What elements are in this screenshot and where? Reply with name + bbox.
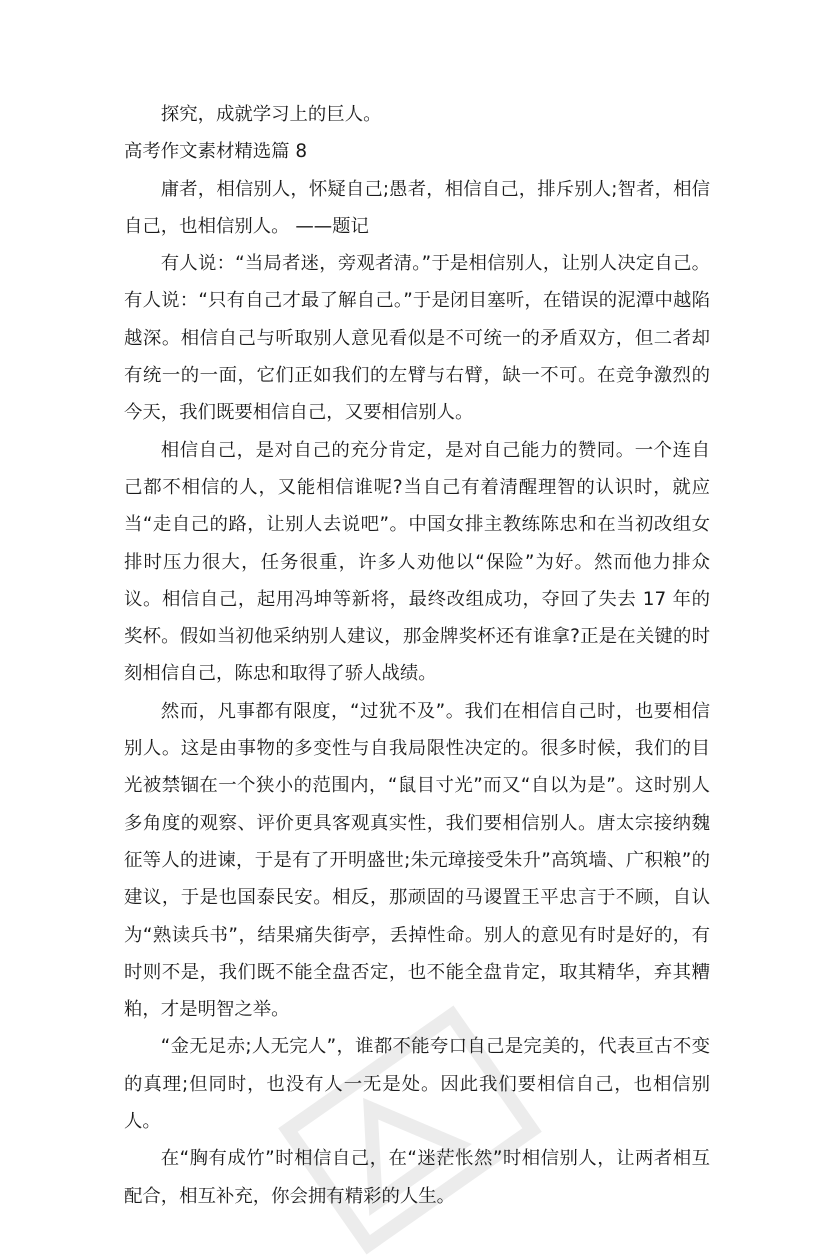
paragraph: 庸者，相信别人，怀疑自己;愚者，相信自己，排斥别人;智者，相信自己，也相信别人。 ——题记 <box>124 178 710 237</box>
paragraph: 相信自己，是对自己的充分肯定，是对自己能力的赞同。一个连自己都不相信的人，又能相信谁呢?当自己有着清醒理智的认识时，就应当“走自己的路，让别人去说吧”。中国女排主教练陈忠和在当初改组女排时压力很大，任务很重，许多人劝他以“保险”为好。然而他力排众议。相信自己，起用冯坤等新将，最终改组成功，夺回了失去 17 年的奖杯。假如当初他采纳别人建议，那金牌奖杯还有谁拿?正是在关键的时刻相信自己，陈忠和取得了骄人战绩。 <box>124 439 710 685</box>
paragraph: 在“胸有成竹”时相信自己，在“迷茫怅然”时相信别人，让两者相互配合，相互补充，你会拥有精彩的人生。 <box>124 1148 710 1207</box>
paragraph: 有人说：“当局者迷，旁观者清。”于是相信别人，让别人决定自己。有人说：“只有自己才最了解自己。”于是闭目塞听，在错误的泥潭中越陷越深。相信自己与听取别人意见看似是不可统一的矛盾双方，但二者却有统一的一面，它们正如我们的左臂与右臂，缺一不可。在竞争激烈的今天，我们既要相信自己，又要相信别人。 <box>124 253 710 424</box>
section-title: 高考作文素材精选篇 8 <box>124 141 308 163</box>
paragraph: 探究，成就学习上的巨人。 <box>160 104 382 125</box>
paragraph: “金无足赤;人无完人”，谁都不能夸口自己是完美的，代表亘古不变的真理;但同时，也没有人一无是处。因此我们要相信自己，也相信别人。 <box>124 1036 710 1133</box>
paragraph: 然而，凡事都有限度，“过犹不及”。我们在相信自己时，也要相信别人。这是由事物的多变性与自我局限性决定的。很多时候，我们的目光被禁锢在一个狭小的范围内，“鼠目寸光”而又“自以为是”。这时别人多角度的观察、评价更具客观真实性，我们要相信别人。唐太宗接纳魏征等人的进谏，于是有了开明盛世;朱元璋接受朱升”高筑墙、广积粮”的建议，于是也国泰民安。相反，那顽固的马谡置王平忠言于不顾，自认为“熟读兵书”，结果痛失街亭，丢掉性命。别人的意见有时是好的，有时则不是，我们既不能全盘否定，也不能全盘肯定，取其精华，弃其糟粕，才是明智之举。 <box>124 700 710 1021</box>
